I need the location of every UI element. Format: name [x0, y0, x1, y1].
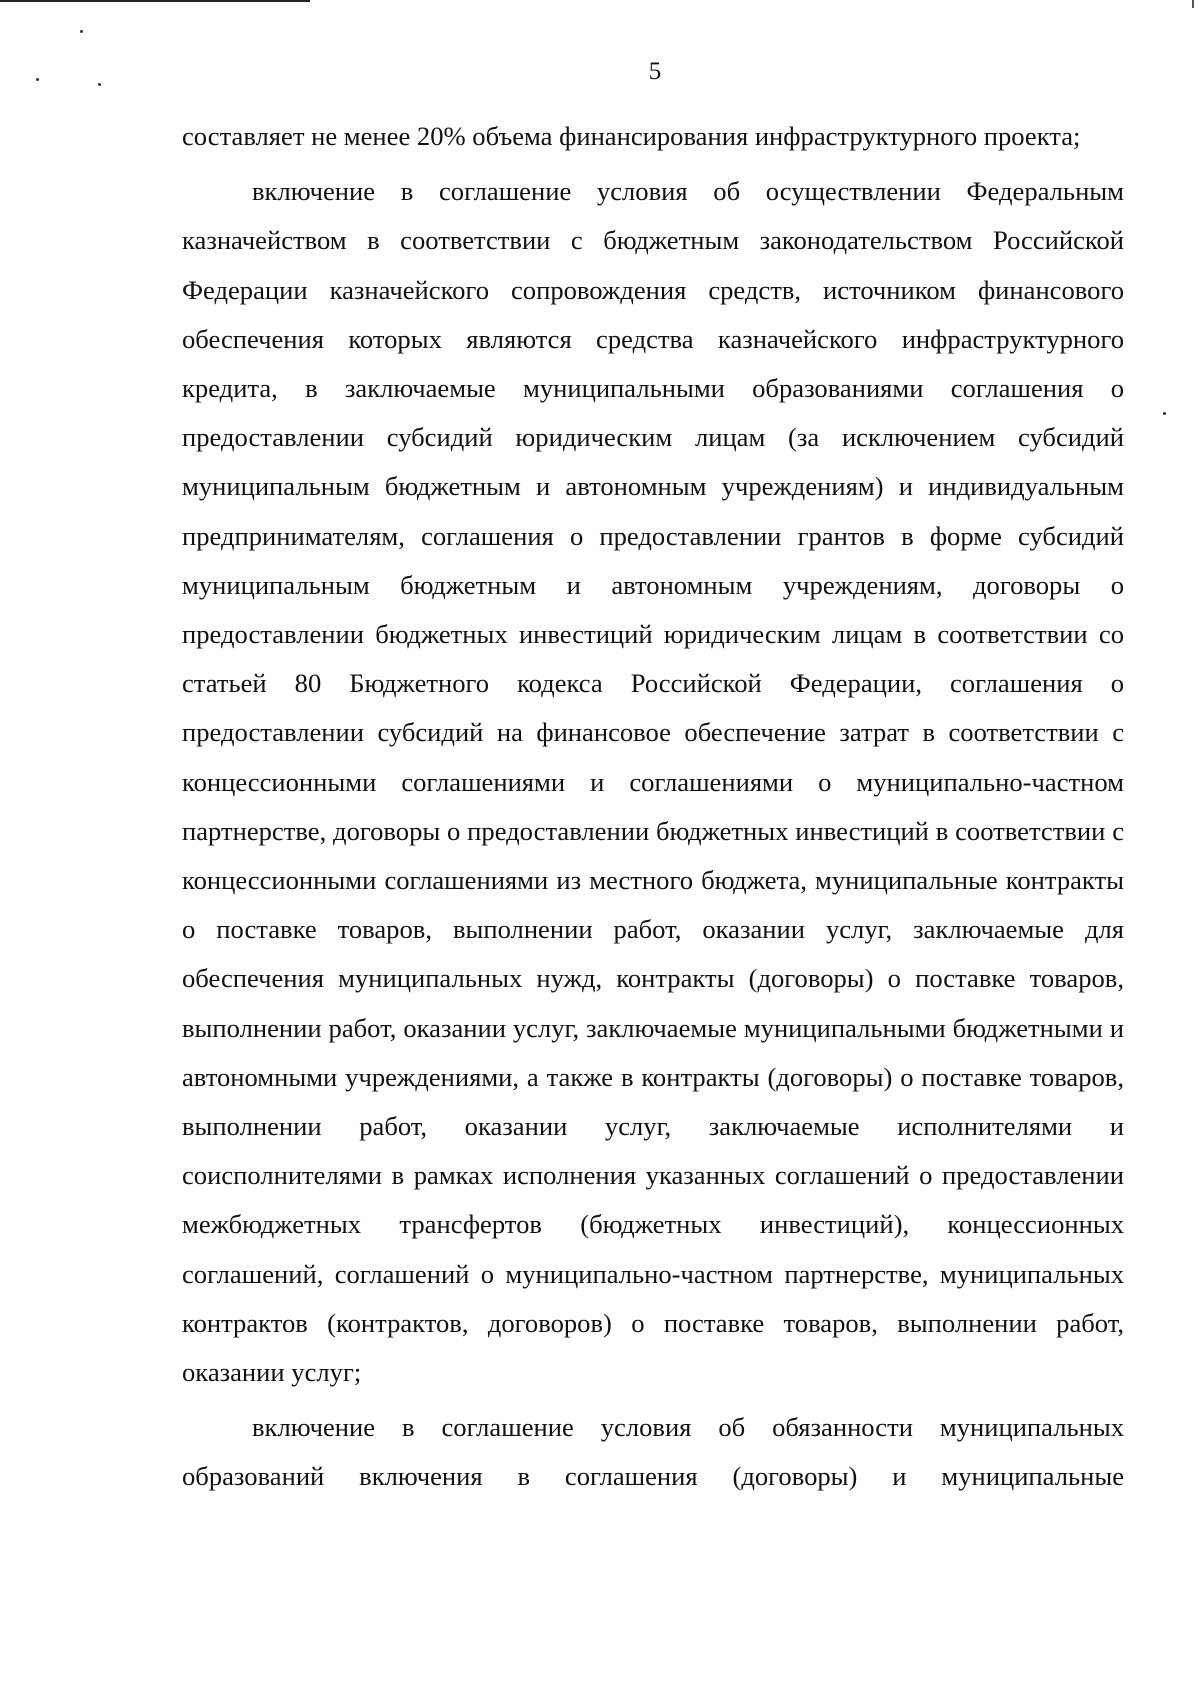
scan-edge-line: [0, 0, 310, 2]
paragraph-treasury-support: включение в соглашение условия об осуществлении Федеральным казначейством в соответствии с бюджетным законодательством Российской Федерации казначейского сопровождения средств, источником финансового обеспечения которых являются средства казначейского инфраструктурного кредита, в заключаемые муниципальными образованиями соглашения о предоставлении субсидий юридическим лицам (за исключением субсидий муниципальным бюджетным и автономным учреждениям) и индивидуальным предпринимателям, соглашения о предоставлении грантов в форме субсидий муниципальным бюджетным и автономным учреждениям, договоры о предоставлении бюджетных инвестиций юридическим лицам в соответствии со статьей 80 Бюджетного кодекса Российской Федерации, соглашения о предоставлении субсидий на финансовое обеспечение затрат в соответствии с концессионными соглашениями и соглашениями о муниципально-частном партнерстве, договоры о предоставлении бюджетных инвестиций в соответствии с концессионными соглашениями из местного бюджета, муниципальные контракты о поставке товаров, выполнении работ, оказании услуг, заключаемые для обеспечения муниципальных нужд, контракты (договоры) о поставке товаров, выполнении работ, оказании услуг, заключаемые муниципальными бюджетными и автономными учреждениями, а также в контракты (договоры) о поставке товаров, выполнении работ, оказании услуг, заключаемые исполнителями и соисполнителями в рамках исполнения указанных соглашений о предоставлении межбюджетных трансфертов (бюджетных инвестиций), концессионных соглашений, соглашений о муниципально-частном партнерстве, муниципальных контрактов (контрактов, договоров) о поставке товаров, выполнении работ, оказании услуг;: [182, 176, 1124, 1388]
scan-speck: [80, 30, 83, 33]
paragraph-municipal-obligation: включение в соглашение условия об обязанности муниципальных образований включения в соглашения (договоры) и муниципальные: [182, 1412, 1124, 1492]
scan-edge-mark: [1192, 0, 1194, 8]
page-number: 5: [648, 58, 662, 85]
paragraph-continuation: составляет не менее 20% объема финансирования инфраструктурного проекта;: [182, 121, 1081, 151]
document-body: [182, 112, 1124, 1502]
scan-speck: [1163, 412, 1166, 415]
